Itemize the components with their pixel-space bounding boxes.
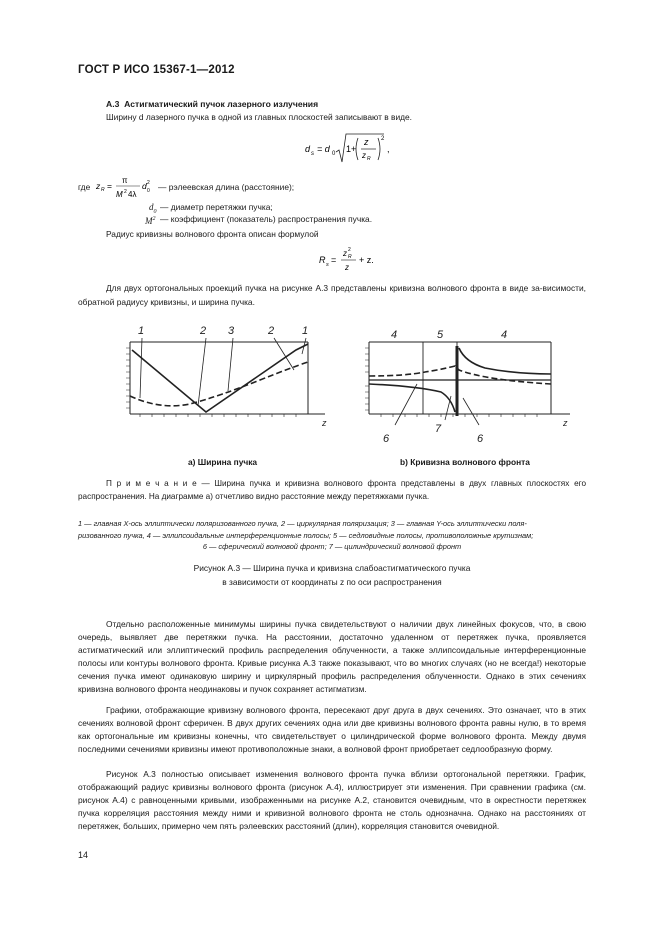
figure-intro-paragraph: Для двух ортогональных проекций пучка на рисунке А.3 представлены кривизна волнового фронта в виде за-висимости, обратной радиусу кривизны, и ширина пучка. [78, 283, 586, 307]
figure-b-label-4: 4 [391, 329, 398, 341]
curve-x-axis [132, 344, 308, 412]
svg-text:1+: 1+ [346, 144, 357, 154]
curve-b-dashed [369, 366, 551, 384]
svg-text:=: = [107, 181, 112, 191]
curve-y-axis [130, 362, 308, 406]
svg-text:2: 2 [147, 180, 150, 186]
svg-text:2: 2 [381, 136, 385, 142]
svg-text:2: 2 [348, 247, 351, 253]
svg-text:4λ: 4λ [128, 190, 137, 199]
d0-symbol: $d_0$ [149, 202, 157, 215]
svg-text:M: M [116, 190, 123, 199]
d0-definition: — диаметр перетяжки пучка; [160, 202, 273, 212]
m2-definition: — коэффициент (показатель) распространения пучка. [160, 214, 373, 224]
figure-a-beam-width [110, 318, 340, 438]
svg-text:2: 2 [124, 189, 127, 195]
svg-text:R: R [101, 187, 105, 193]
svg-text:0: 0 [147, 188, 150, 194]
figure-b-label-6: 6 [383, 433, 390, 444]
svg-text:s: s [311, 151, 314, 157]
figure-b-z-label: z [563, 418, 568, 428]
svg-text:= d: = d [317, 144, 330, 154]
svg-text:z: z [343, 249, 347, 258]
formula-beam-width [300, 128, 410, 168]
figure-a-z-label: z [322, 418, 327, 428]
svg-text:R: R [348, 254, 352, 260]
section-title-text: Астигматический пучок лазерного излучения [124, 99, 319, 109]
formula-radius [317, 245, 387, 275]
intro-text: Ширину d лазерного пучка в одной из главных плоскостей записывают в виде. [106, 112, 413, 122]
curve-b-solid-right [459, 348, 551, 374]
figure-title [78, 562, 586, 589]
svg-text:z: z [364, 137, 369, 147]
svg-text:=: = [331, 255, 337, 265]
section-number: А.3 [106, 99, 120, 109]
figure-note [78, 478, 586, 503]
page-number: 14 [78, 850, 89, 860]
m2-symbol: $M^2$ [145, 216, 156, 226]
radius-intro: Радиус кривизны волнового фронта описан формулой [106, 229, 319, 239]
svg-text:R: R [319, 255, 326, 265]
svg-text:z: z [345, 263, 349, 272]
figure-a-caption: a) Ширина пучка [188, 457, 258, 467]
figure-a-label-2b: 2 [268, 325, 275, 337]
document-header: ГОСТ Р ИСО 15367-1—2012 [78, 64, 235, 76]
figure-b-label-7: 7 [435, 423, 442, 435]
figure-title-line-2: в зависимости от координаты z по оси распространения [222, 576, 442, 587]
figure-a-label-1: 1 [138, 325, 145, 337]
curve-b-solid-left [369, 384, 455, 412]
figure-title-line-1: Рисунок А.3 — Ширина пучка и кривизна слабоастигматического пучка [193, 563, 471, 573]
body-paragraph-2: Графики, отображающие кривизну волнового фронта, пересекают друг друга в двух сечениях. Это означает, что в этих сечениях волновой фронт сферичен. В двух других сечениях одна или две кривизны волнового фронта равны нулю, в то время как ортогональные им кривизны конечны, что свидетельствует о цилиндрической форме волнового фронта. Между двумя последними сечениями кривизны имеют противоположные знаки, а волновой фронт приобретает седлообразную форму. [78, 705, 586, 754]
where-lead: где [78, 182, 91, 192]
figure-a-label-3: 3 [228, 325, 235, 337]
legend-line-3: 6 — сферический волновой фронт; 7 — цилиндрический волновой фронт [202, 542, 462, 551]
svg-text:z: z [96, 181, 101, 191]
figure-legend [78, 518, 586, 553]
legend-line-1: 1 — главная X-ось эллиптически поляризованного пучка, 2 — циркулярная поляризация; 3 — главная Y-ось эллиптически поля- [78, 519, 527, 528]
figure-b-wavefront-curvature [355, 318, 585, 444]
figure-a-label-2: 2 [200, 325, 207, 337]
note-prefix: П р и м е ч а н и е [106, 479, 197, 488]
figure-b-caption: b) Кривизна волнового фронта [400, 457, 530, 467]
svg-text:z: z [362, 151, 366, 160]
zr-definition: — рэлеевская длина (расстояние); [158, 182, 295, 192]
body-paragraph-3: Рисунок А.3 полностью описывает изменения волнового фронта пучка вблизи ортогональной перетяжки. График, отображающий радиус кривизны волнового фронта (рисунок А.4), иллюстрирует эти изменения. При сравнении графика (см. рисунок А.4) с равноценными кривыми, изображенными на рисунке А.2, становится очевидным, что в окрестности перетяжек пучка корреляция расстояния между ними и кривизной волнового фронта не столь однозначна. Однако на расстояниях от перетяжек, больших, примерно чем пять рэлеевских расстояний (длин), корреляция становится очевидной. [78, 769, 586, 831]
svg-text:d: d [142, 181, 147, 191]
body-paragraph-1: Отдельно расположенные минимумы ширины пучка свидетельствуют о наличии двух линейных фокусов, что, в свою очередь, выявляет две перетяжки пучка. На расстоянии, достаточно удаленном от перетяжек пучка, проявляется астигматический или эллиптический профиль распределения облученности, а также эллипсоидальные интерференционные полосы или контуры волнового фронта. Кривые рисунка А.3 также показывают, что во многих случаях (но не всегда!) некоторые сечения пучка имеют одинаковую ширину и циркулярный профиль распределения облученности. Однако в этих сечениях кривизна волнового фронта неодинаковы и пучок сохраняет астигматизм. [78, 619, 586, 694]
section-title [106, 99, 318, 109]
figure-b-label-5: 5 [437, 329, 444, 341]
svg-text:0: 0 [332, 151, 336, 157]
svg-text:,: , [387, 144, 390, 154]
figure-b-label-6b: 6 [477, 433, 484, 444]
svg-text:π: π [122, 176, 128, 185]
legend-line-2: ризованного пучка, 4 — эллипсоидальные интерференционные полосы; 5 — седловидные полосы, противоположные крутизнам; [78, 530, 534, 540]
svg-text:R: R [367, 156, 371, 162]
svg-text:d: d [305, 144, 311, 154]
formula-radius-tail: + z. [359, 255, 374, 265]
figure-a-label-1b: 1 [302, 325, 309, 337]
formula-zr [94, 175, 156, 203]
note-text: — Ширина пучка и кривизна волнового фронта представлены в двух главных плоскостях его распространения. На диаграмме а) отчетливо видно расстояние между перетяжками пучка. [78, 479, 587, 501]
figure-b-label-4b: 4 [501, 329, 508, 341]
svg-text:s: s [326, 262, 329, 268]
